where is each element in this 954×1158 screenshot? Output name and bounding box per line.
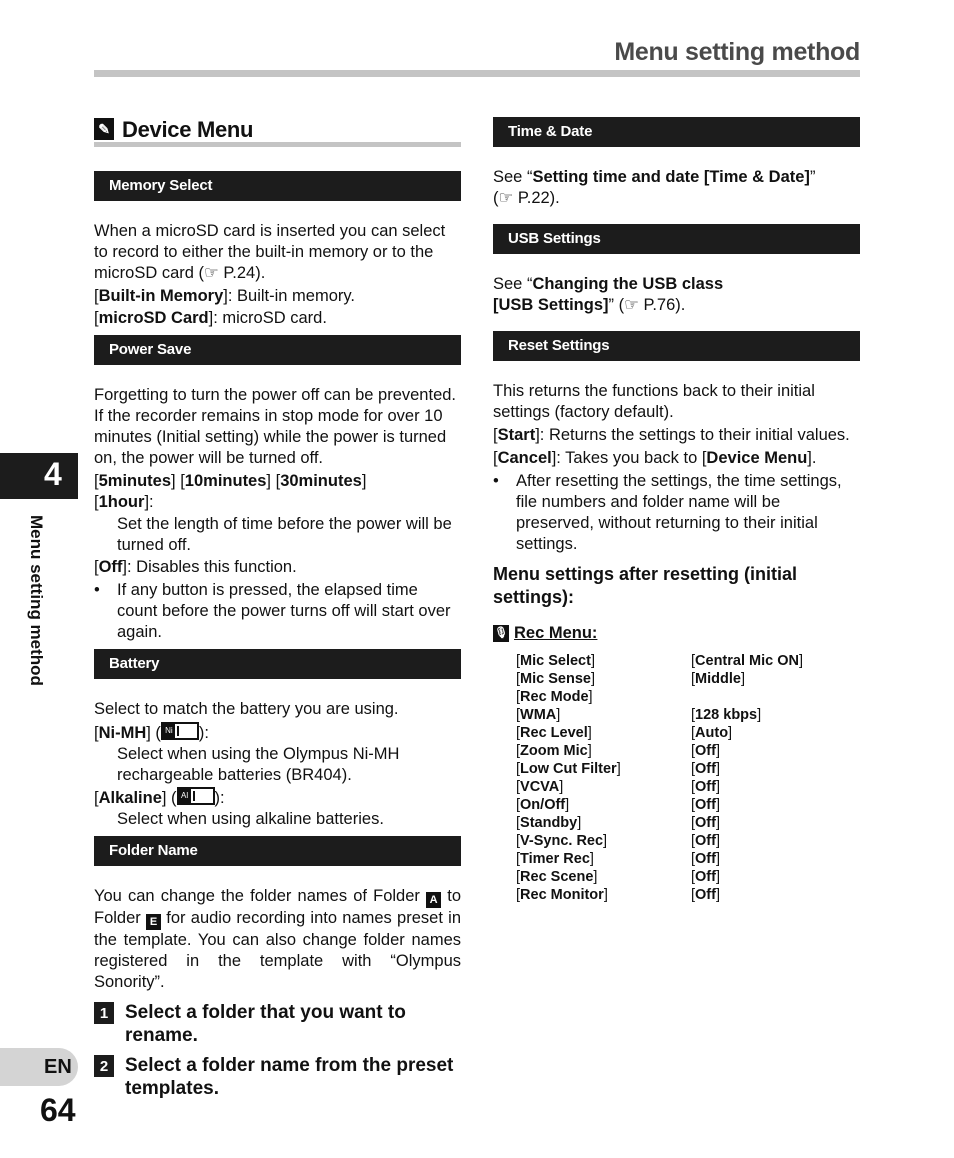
rec-menu-title: Rec Menu: [514, 624, 598, 642]
option-key: 5minutes [98, 472, 172, 490]
setting-name-text: Timer Rec [520, 851, 590, 867]
option-desc: : microSD card. [213, 309, 327, 327]
setting-value-text: Off [695, 851, 716, 867]
option-key: Alkaline [98, 789, 162, 807]
setting-name-text: Rec Mode [520, 689, 589, 705]
table-row [516, 796, 803, 814]
microphone-icon: 🎙 [493, 625, 509, 642]
text-part: You can change the folder names of Folder [94, 887, 420, 905]
alkaline-battery-icon [177, 787, 215, 805]
option-desc: ]. [807, 449, 817, 467]
setting-name-text: On/Off [520, 797, 566, 813]
option-key: microSD Card [98, 309, 209, 327]
page-header-title: Menu setting method [614, 38, 860, 66]
option-desc: : Disables this function. [127, 558, 297, 576]
folder-a-icon: A [426, 892, 441, 908]
rec-menu-table [516, 652, 803, 904]
setting-name: [Timer Rec] [516, 851, 594, 867]
setting-name-text: Rec Monitor [520, 887, 604, 903]
setting-value: [Auto] [691, 725, 733, 741]
option-key: Start [497, 426, 536, 444]
battery-alkaline-desc: Select when using alkaline batteries. [117, 810, 384, 828]
setting-value-text: Off [695, 743, 716, 759]
step-text: Select a folder name from the preset templates. [125, 1055, 454, 1099]
cross-reference: Changing the USB class [532, 275, 724, 293]
option-key: Ni-MH [98, 724, 147, 742]
option-key: 10minutes [184, 472, 267, 490]
option-key: Cancel [497, 449, 552, 467]
setting-name: [Low Cut Filter] [516, 761, 621, 777]
memory-select-text: When a microSD card is inserted you can select to record to either the built-in memory or to the microSD card (☞ P.24). [94, 222, 446, 282]
cross-reference: Setting time and date [Time & Date] [532, 168, 810, 186]
table-row [516, 724, 803, 742]
usb-text [493, 274, 860, 316]
setting-name: [Rec Mode] [516, 689, 593, 705]
option-desc: : Takes you back to [ [556, 449, 707, 467]
step-1 [94, 1001, 461, 1047]
setting-name-text: Rec Scene [520, 869, 594, 885]
setting-name-text: VCVA [520, 779, 560, 795]
setting-name: [Mic Select] [516, 653, 595, 669]
page-reference: ” (☞ P.76). [608, 296, 686, 314]
power-save-options-desc: Set the length of time before the power will be turned off. [117, 515, 452, 554]
setting-value: [Middle] [691, 671, 745, 687]
chapter-tab [0, 453, 78, 499]
setting-value-text: Off [695, 869, 716, 885]
section-title [94, 118, 461, 147]
setting-name-text: Rec Level [520, 725, 588, 741]
setting-name-text: Mic Sense [520, 671, 591, 687]
power-save-options: [5minutes] [10minutes] [30minutes] [1hour]: [94, 472, 367, 511]
setting-name: [Rec Scene] [516, 869, 598, 885]
text-part: See “ [493, 168, 533, 186]
bar-folder-name: Folder Name [94, 836, 461, 866]
cross-reference: [USB Settings] [493, 296, 609, 314]
memory-option-microsd: [microSD Card]: microSD card. [94, 309, 327, 327]
setting-value: [Central Mic ON] [691, 653, 803, 669]
bar-time-date: Time & Date [493, 117, 860, 147]
setting-value-text: Off [695, 761, 716, 777]
setting-value: [Off] [691, 869, 720, 885]
battery-nimh-desc: Select when using the Olympus Ni-MH rechargeable batteries (BR404). [117, 745, 400, 784]
bar-reset-settings: Reset Settings [493, 331, 860, 361]
setting-name: [Zoom Mic] [516, 743, 592, 759]
section-title-text: Device Menu [122, 116, 254, 142]
battery-text: Select to match the battery you are using. [94, 700, 399, 718]
bullet-text: After resetting the settings, the time settings, file numbers and folder name will be preserved, without returning to their initial settings. [516, 472, 842, 553]
step-number: 2 [94, 1055, 114, 1077]
table-row [516, 886, 803, 904]
step-text: Select a folder that you want to rename. [125, 1002, 406, 1046]
setting-value: [128 kbps] [691, 707, 762, 723]
rec-menu-heading [493, 623, 860, 644]
table-row [516, 814, 803, 832]
setting-value [691, 688, 803, 706]
bar-power-save: Power Save [94, 335, 461, 365]
setting-value: [Off] [691, 779, 720, 795]
setting-name: [Standby] [516, 815, 582, 831]
power-save-off: [Off]: Disables this function. [94, 558, 297, 576]
table-row [516, 868, 803, 886]
memory-option-builtin: [Built-in Memory]: Built-in memory. [94, 287, 355, 305]
setting-value-text: Auto [695, 725, 729, 741]
language-label: EN [44, 1056, 72, 1078]
time-date-text [493, 167, 860, 209]
table-row [516, 652, 803, 670]
option-key: 1hour [98, 493, 145, 511]
battery-option-alkaline: [Alkaline] ( Al ): [94, 789, 225, 807]
right-column [493, 117, 860, 904]
setting-value-text: Off [695, 797, 716, 813]
table-row [516, 778, 803, 796]
reset-option-start: [Start]: Returns the settings to their initial values. [493, 426, 850, 444]
bar-memory-select: Memory Select [94, 171, 461, 201]
setting-value-text: Off [695, 779, 716, 795]
reset-option-cancel: [Cancel]: Takes you back to [Device Menu]. [493, 449, 817, 467]
chapter-number: 4 [44, 456, 62, 492]
setting-name-text: Standby [520, 815, 578, 831]
table-row [516, 742, 803, 760]
bullet-text: If any button is pressed, the elapsed time count before the power turns off will start over again. [117, 581, 451, 641]
page-number: 64 [40, 1092, 76, 1128]
power-save-bullet: • If any button is pressed, the elapsed time count before the power turns off will start over again. [94, 580, 461, 643]
left-column [94, 118, 461, 1100]
setting-name: [VCVA] [516, 779, 564, 795]
text-part: to Folder [94, 887, 461, 927]
bar-battery: Battery [94, 649, 461, 679]
setting-name: [V-Sync. Rec] [516, 833, 608, 849]
setting-name: [Mic Sense] [516, 671, 595, 687]
option-key: Built-in Memory [98, 287, 224, 305]
setting-name: [Rec Monitor] [516, 887, 608, 903]
battery-option-nimh: [Ni-MH] ( Ni ): [94, 724, 210, 742]
setting-value-text: Off [695, 815, 716, 831]
power-save-text: Forgetting to turn the power off can be prevented. If the recorder remains in stop mode for over 10 minutes (Initial setting) while the power is turned on, the power will be turned off. [94, 386, 457, 467]
battery-icon-label: Ni [163, 724, 175, 738]
setting-value-text: Central Mic ON [695, 653, 799, 669]
reset-bullet: • After resetting the settings, the time settings, file numbers and folder name will be preserved, without returning to their initial settings. [493, 471, 860, 555]
side-chapter-label [26, 515, 76, 705]
reset-text: This returns the functions back to their initial settings (factory default). [493, 382, 815, 421]
battery-icon-label: Al [179, 789, 191, 803]
side-chapter-label-text: Menu setting method [27, 515, 46, 686]
after-reset-heading: Menu settings after resetting (initial settings): [493, 564, 798, 607]
setting-name-text: Low Cut Filter [520, 761, 617, 777]
nimh-battery-icon [161, 722, 199, 740]
setting-value: [Off] [691, 797, 720, 813]
setting-name-text: WMA [520, 707, 557, 723]
setting-value-text: 128 kbps [695, 707, 758, 723]
option-desc: : Built-in memory. [227, 287, 355, 305]
option-desc: : Returns the settings to their initial values. [539, 426, 850, 444]
setting-name-text: Zoom Mic [520, 743, 588, 759]
setting-value-text: Off [695, 833, 716, 849]
step-number: 1 [94, 1002, 114, 1024]
setting-value: [Off] [691, 743, 720, 759]
table-row [516, 832, 803, 850]
table-row [516, 688, 803, 706]
option-key: 30minutes [280, 472, 362, 490]
page-reference: (☞ P.22). [493, 189, 560, 207]
setting-value: [Off] [691, 851, 720, 867]
setting-value-text: Off [695, 887, 716, 903]
setting-value: [Off] [691, 887, 720, 903]
table-row [516, 706, 803, 724]
step-2 [94, 1054, 461, 1100]
setting-value: [Off] [691, 761, 720, 777]
header-rule [94, 70, 860, 77]
setting-value: [Off] [691, 833, 720, 849]
text-part: for audio recording into names preset in the template. You can also change folder names registered in the template with “Olympus Sonority”. [94, 909, 461, 991]
table-row [516, 850, 803, 868]
folder-name-text [94, 886, 461, 993]
setting-name: [Rec Level] [516, 725, 592, 741]
setting-value-text: Middle [695, 671, 741, 687]
setting-name-text: V-Sync. Rec [520, 833, 604, 849]
bar-usb-settings: USB Settings [493, 224, 860, 254]
table-row [516, 670, 803, 688]
setting-name-text: Mic Select [520, 653, 591, 669]
folder-e-icon: E [146, 914, 161, 930]
setting-name: [WMA] [516, 707, 561, 723]
option-key: Off [98, 558, 123, 576]
setting-name: [On/Off] [516, 797, 570, 813]
wrench-icon: ✎ [94, 118, 114, 140]
option-key: Device Menu [706, 449, 808, 467]
setting-value: [Off] [691, 815, 720, 831]
table-row [516, 760, 803, 778]
text-part: See “ [493, 275, 533, 293]
text-part: ” [809, 168, 816, 186]
